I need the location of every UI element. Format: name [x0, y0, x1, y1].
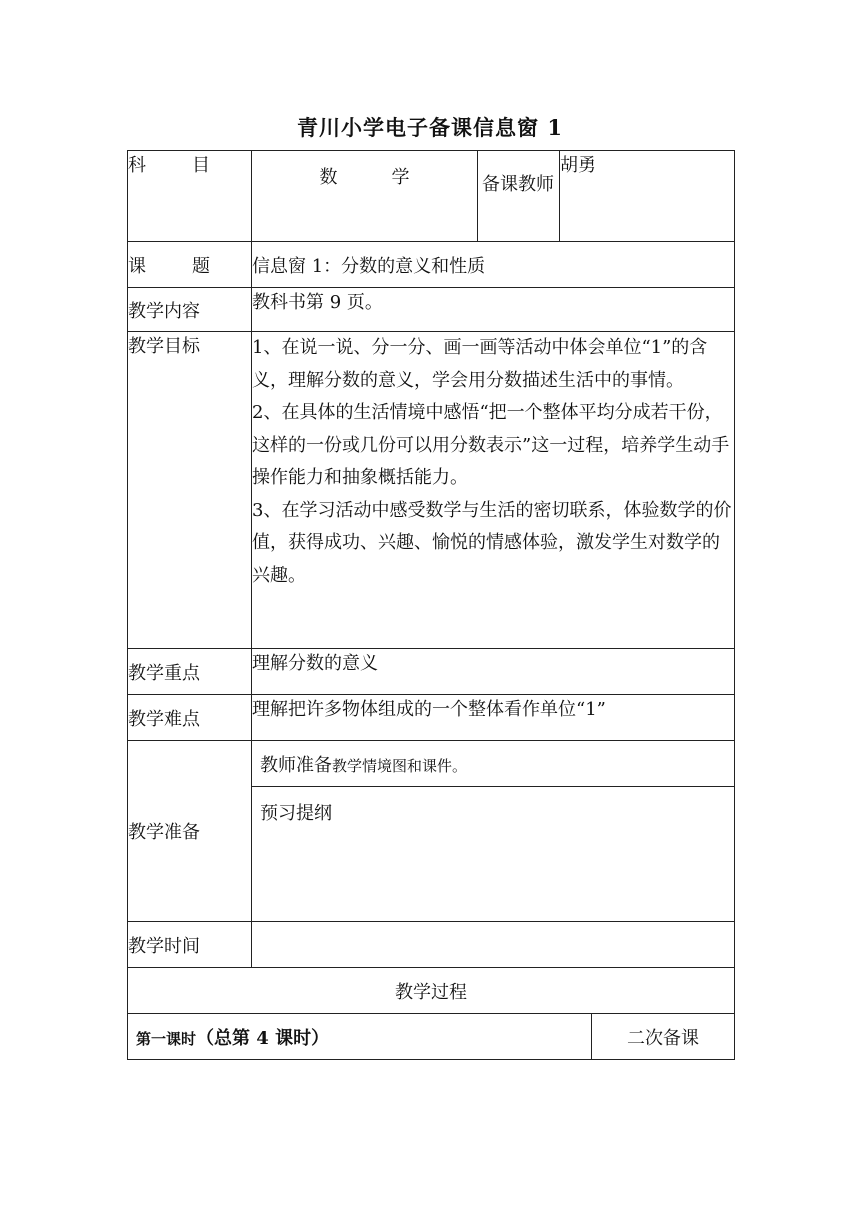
topic-value: 信息窗 1：分数的意义和性质 — [252, 242, 735, 288]
preparation-teacher: 教师准备教学情境图和课件。 — [252, 741, 735, 787]
row-keypoint — [128, 649, 735, 695]
keypoint-value: 理解分数的意义 — [252, 649, 735, 695]
process-header: 教学过程 — [128, 968, 735, 1014]
content-value: 教科书第 9 页。 — [252, 288, 735, 332]
goals-list — [252, 332, 735, 649]
difficulty-label: 教学难点 — [128, 695, 252, 741]
content-label: 教学内容 — [128, 288, 252, 332]
row-difficulty — [128, 695, 735, 741]
lesson-title: 第一课时（总第 4 课时） — [128, 1014, 592, 1060]
goal-item: 1、在说一说、分一分、画一画等活动中体会单位“1”的含义，理解分数的意义，学会用分数描述生活中的事情。 — [252, 337, 708, 391]
row-topic — [128, 242, 735, 288]
teacher-label: 备课教师 — [478, 151, 560, 242]
goal-item: 3、在学习活动中感受数学与生活的密切联系，体验数学的价值，获得成功、兴趣、愉悦的情感体验，激发学生对数学的兴趣。 — [252, 499, 732, 586]
goals-label: 教学目标 — [128, 332, 252, 649]
subject-label: 科 目 — [128, 151, 252, 242]
time-value — [252, 922, 735, 968]
row-lesson — [128, 1014, 735, 1060]
row-content — [128, 288, 735, 332]
second-prep-label: 二次备课 — [592, 1014, 735, 1060]
keypoint-label: 教学重点 — [128, 649, 252, 695]
row-goals — [128, 332, 735, 649]
page-title: 青川小学电子备课信息窗 1 — [297, 115, 563, 140]
teacher-value: 胡勇 — [560, 151, 735, 242]
lesson-plan-table — [127, 150, 735, 1060]
preparation-label: 教学准备 — [128, 741, 252, 922]
row-time — [128, 922, 735, 968]
goal-item: 2、在具体的生活情境中感悟“把一个整体平均分成若干份，这样的一份或几份可以用分数表示”这一过程，培养学生动手操作能力和抽象概括能力。 — [252, 402, 730, 488]
row-subject — [128, 151, 735, 242]
topic-label: 课 题 — [128, 242, 252, 288]
row-preparation-teacher — [128, 741, 735, 787]
row-process — [128, 968, 735, 1014]
subject-value: 数 学 — [252, 151, 478, 242]
preparation-student: 预习提纲 — [252, 787, 735, 922]
difficulty-value: 理解把许多物体组成的一个整体看作单位“1” — [252, 695, 735, 741]
time-label: 教学时间 — [128, 922, 252, 968]
